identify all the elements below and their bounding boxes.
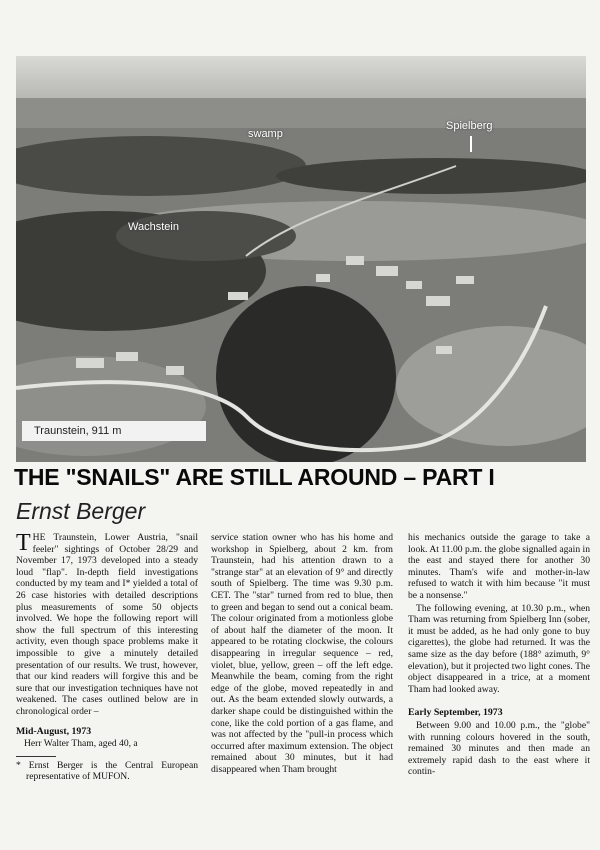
label-wachstein: Wachstein [128,221,179,233]
paragraph: his mechanics outside the garage to take a look. At 11.00 p.m. the globe signalled again in the east and stayed there for another 30 minutes. Tham's wife and mother-in-law refused to watch it with him because "it must be a nonsense." [408,532,590,601]
aerial-landscape-image [16,56,586,462]
label-spielberg: Spielberg [446,120,493,132]
column-3 [408,532,590,779]
paragraph-text: HE Traunstein, Lower Austria, "snail feeler" sightings of October 28/29 and November 17, 1973 developed into a steady loud "flap". In-depth field investigations conducted by my team and I* yielded a total of 26 case histories with detailed descriptions plus measurements of some 50 objects involved. We hope the following report will show the full spectrum of this interesting activity, even though space problems make it impossible to give a minutely detailed presentation of our results. We trust, however, that our kind readers will forgive this and be sure that our investigation techniques have not weakened. The cases outlined below are in chronological order – [16,532,198,717]
paragraph: Between 9.00 and 10.00 p.m., the "globe" with running colours hovered in the south, remained 30 minutes and then made an extremely rapid dash to the east where it contin- [408,719,590,778]
author-byline: Ernst Berger [16,498,146,524]
footnote: * Ernst Berger is the Central European representative of MUFON. [16,759,198,783]
paragraph: Herr Walter Tham, aged 40, a [24,738,138,750]
aerial-photo [16,56,586,462]
footnote-rule [16,756,56,757]
headline: THE "SNAILS" ARE STILL AROUND – PART I [14,464,495,490]
section-heading: Mid-August, 1973 [16,725,92,737]
section-heading: Early September, 1973 [408,707,503,719]
column-1 [16,532,198,783]
paragraph: service station owner who has his home and workshop in Spielberg, about 2 km. from Traunstein, had his attention drawn to a "strange star" at an elevation of 9° and directly south of Spielberg. The time was 9.30 p.m. CET. The "star" turned from red to blue, then to green and began to send out a conical beam. The colour originated from a motionless globe of about half the diameter of the moon. It appeared to be rotating clockwise, the colours disappearing in irregular sequence – red, violet, blue, yellow, green – off the left edge. Meanwhile the beam, coming from the right edge of the globe, moved repeatedly in and out. As the beam extended slowly outwards, a darker shape could be distinguished within the cone, like the cold portion of a gas flame, and was not affected by the "pull-in process which occurred after maximum extension. The object remained about 30 minutes, but it had disappeared when Tham brought [211,532,393,775]
photo-caption: Traunstein, 911 m [22,421,206,441]
label-swamp: swamp [248,128,283,140]
paragraph [16,532,198,718]
paragraph: The following evening, at 10.30 p.m., when Tham was returning from Spielberg Inn (sober, it must be added, as he had only gone to buy cigarettes), the globe had returned. It was the same size as the day before (188° azimuth, 9° elevation), but it projected two light cones. The object disappeared in a trice, at a moment Tham had looked away. [408,602,590,695]
drop-cap: T [16,530,31,556]
column-2 [211,532,393,776]
